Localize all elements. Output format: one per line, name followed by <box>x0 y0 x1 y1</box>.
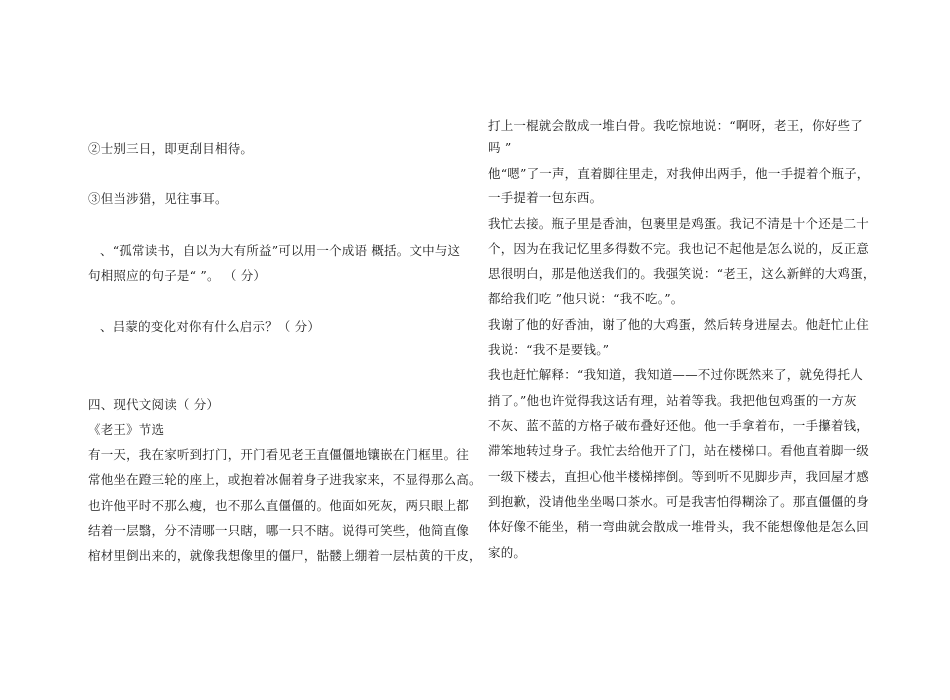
question-lvmeng: 、吕蒙的变化对你有什么启示？（ 分） <box>100 319 321 334</box>
passage-line: 棺材里倒出来的，就像我想像里的僵尸，骷髅上绷着一层枯黄的干皮， <box>88 548 482 563</box>
passage-line: 结着一层翳，分不清哪一只瞎，哪一只不瞎。说得可笑些，他简直像 <box>88 523 470 538</box>
passage-line: 家的。 <box>488 545 527 560</box>
passage-line: 我说：“我不是要钱。” <box>488 342 610 357</box>
passage-line: 常他坐在蹬三轮的座上，或抱着冰倔着身子进我家来，不显得那么高。 <box>88 472 482 487</box>
passage-line: 都给我们吃 ”他只说：“我不吃。”。 <box>488 291 684 306</box>
passage-line: 吗 ” <box>488 140 512 155</box>
section-heading: 四、现代文阅读（ 分） <box>88 397 220 412</box>
passage-line: 一级下楼去，直担心他半楼梯摔倒。等到听不见脚步声，我回屋才感 <box>488 469 870 484</box>
classical-item-3: ③但当涉猎，见往事耳。 <box>88 191 228 206</box>
passage-line: 滞笨地转过身子。我忙去给他开了门，站在楼梯口。看他直着脚一级 <box>488 443 870 458</box>
passage-line: 一手提着一包东西。 <box>488 190 603 205</box>
excerpt-title: 《老王》节选 <box>88 422 165 437</box>
passage-line: 体好像不能坐，稍一弯曲就会散成一堆骨头，我不能想像他是怎么回 <box>488 519 870 534</box>
passage-line: 到抱歉，没请他坐坐喝口茶水。可是我害怕得糊涂了。那直僵僵的身 <box>488 494 870 509</box>
passage-line: 我谢了他的好香油，谢了他的大鸡蛋，然后转身进屋去。他赶忙止住 <box>488 317 870 332</box>
question-idiom-line-1: 、“孤常读书，自以为大有所益”可以用一个成语 概括。文中与这 <box>100 243 461 258</box>
passage-line: 打上一棍就会散成一堆白骨。我吃惊地说：“啊呀，老王，你好些了 <box>488 118 863 133</box>
passage-line: 他“嗯”了一声，直着脚往里走，对我伸出两手，他一手提着个瓶子， <box>488 166 870 181</box>
passage-line: 不灰、蓝不蓝的方格子破布叠好还他。他一手拿着布，一手攥着钱， <box>488 418 870 433</box>
classical-item-2: ②士别三日，即更刮目相待。 <box>88 141 254 156</box>
passage-line: 捎了。”他也许觉得我这话有理，站着等我。我把他包鸡蛋的一方灰 <box>488 393 857 408</box>
passage-line: 思很明白，那是他送我们的。我强笑说：“老王，这么新鲜的大鸡蛋， <box>488 266 876 281</box>
passage-line: 也许他平时不那么瘦，也不那么直僵僵的。他面如死灰，两只眼上都 <box>88 498 470 513</box>
passage-line: 个，因为在我记忆里多得数不完。我也记不起他是怎么说的，反正意 <box>488 241 870 256</box>
passage-line: 我也赶忙解释：“我知道，我知道——不过你既然来了，就免得托人 <box>488 367 863 382</box>
question-idiom-line-2: 句相照应的句子是“ ”。 （ 分） <box>88 268 267 283</box>
passage-line: 我忙去接。瓶子里是香油，包裹里是鸡蛋。我记不清是十个还是二十 <box>488 216 870 231</box>
passage-line: 有一天，我在家听到打门，开门看见老王直僵僵地镶嵌在门框里。往 <box>88 447 470 462</box>
